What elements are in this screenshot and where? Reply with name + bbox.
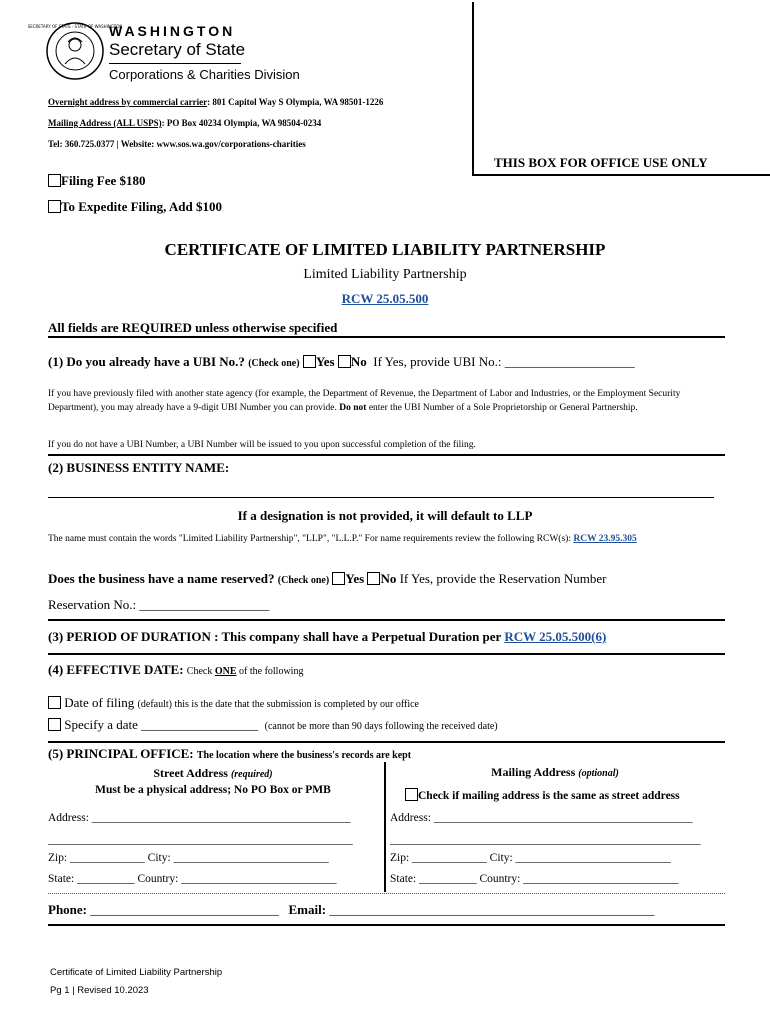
street-address-line2[interactable]: _____________________________________________________ [48, 834, 353, 846]
principal-office-heading-row [48, 746, 411, 762]
form-subtitle: Limited Liability Partnership [303, 267, 467, 282]
name-rule-text: The name must contain the words "Limited Liability Partnership", "LLP", "L.L.P." For name requirements review the following RCW(s): [48, 534, 574, 544]
date-of-filing-label: Date of filing [64, 695, 135, 710]
footer-page-info: Pg 1 | Revised 10.2023 [50, 985, 149, 996]
state-seal-logo [27, 22, 123, 80]
agency-office-name: Secretary of State [109, 40, 246, 59]
period-of-duration-row [48, 629, 606, 645]
divider [48, 653, 725, 655]
same-as-street-label: Check if mailing address is the same as street address [418, 790, 680, 802]
mailing-address-title: Mailing Address [491, 765, 576, 779]
mailing-zip-city-field[interactable]: Zip: _____________ City: ___________________________ [390, 852, 671, 864]
entity-name-input[interactable] [48, 484, 714, 498]
mailing-value: : PO Box 40234 Olympia, WA 98504-0234 [161, 118, 322, 128]
effective-date-heading: (4) EFFECTIVE DATE: [48, 662, 184, 677]
phone-label: Phone: [48, 902, 87, 917]
street-zip-city-field[interactable]: Zip: _____________ City: ___________________________ [48, 852, 329, 864]
ubi-yes-label: Yes [315, 354, 335, 369]
mailing-address-field[interactable]: Address: _____________________________________________ [390, 812, 693, 824]
same-as-street-checkbox[interactable] [405, 788, 418, 801]
date-of-filing-checkbox[interactable] [48, 696, 61, 709]
header-divider [109, 63, 241, 64]
dotted-divider [48, 893, 725, 894]
mailing-address-title-row [390, 765, 720, 780]
divider [48, 336, 725, 338]
reserved-provide-text: If Yes, provide the Reservation Number [399, 571, 607, 586]
divider [48, 924, 725, 926]
filing-fee-row [48, 173, 146, 189]
street-address-field[interactable]: Address: _____________________________________________ [48, 812, 351, 824]
same-as-street-row [405, 788, 680, 802]
expedite-fee-row [48, 199, 222, 215]
overnight-label: Overnight address by commercial carrier [48, 97, 208, 107]
effective-date-row [48, 662, 303, 678]
divider [48, 741, 725, 743]
ubi-question: (1) Do you already have a UBI No.? [48, 354, 245, 369]
street-address-title-row [48, 766, 378, 781]
ubi-number-field[interactable]: If Yes, provide UBI No.: ____________________ [373, 354, 635, 369]
ubi-note-text-a: If you have previously filed with another state agency (for example, the Department of Revenue, the Department of Labor and Industries, or the Employment Security Department), you may already have a 9-digit UBI Number you can provide. [48, 389, 681, 413]
street-address-required: (required) [230, 769, 273, 780]
contact-info: Tel: 360.725.0377 | Website: www.sos.wa.gov/corporations-charities [48, 139, 306, 149]
street-state-country-field[interactable]: State: __________ Country: ___________________________ [48, 873, 337, 885]
street-address-subtitle: Must be a physical address; No PO Box or PMB [95, 784, 331, 796]
title-rcw-link-text[interactable]: RCW 25.05.500 [341, 291, 429, 306]
specify-date-checkbox[interactable] [48, 718, 61, 731]
phone-field[interactable]: _____________________________ [90, 902, 279, 917]
reserved-no-checkbox[interactable] [367, 572, 380, 585]
overnight-address [48, 97, 383, 107]
mailing-address [48, 118, 321, 128]
seal-text: SECRETARY OF STATE · STATE OF WASHINGTON [27, 24, 123, 29]
ubi-issue-note: If you do not have a UBI Number, a UBI Number will be issued to you upon successful completion of the filing. [48, 440, 476, 450]
date-of-filing-option [48, 695, 419, 711]
ubi-no-label: No [350, 354, 367, 369]
mailing-address-optional: (optional) [578, 768, 619, 779]
title-rcw-link[interactable] [0, 291, 770, 307]
office-use-box [472, 2, 770, 176]
divider [48, 619, 725, 621]
ubi-note-text-b: enter the UBI Number of a Sole Proprietorship or General Partnership. [366, 403, 638, 413]
divider [48, 454, 725, 456]
mailing-state-country-field[interactable]: State: __________ Country: ___________________________ [390, 873, 679, 885]
agency-division-name: Corporations & Charities Division [109, 67, 300, 82]
filing-fee-checkbox[interactable] [48, 174, 61, 187]
expedite-checkbox[interactable] [48, 200, 61, 213]
effective-date-check: Check [186, 666, 215, 677]
name-reserved-check-one: (Check one) [277, 575, 330, 586]
required-note: All fields are REQUIRED unless otherwise specified [48, 320, 338, 335]
period-rcw-link[interactable]: RCW 25.05.500(6) [504, 629, 607, 644]
mailing-label: Mailing Address (ALL USPS) [48, 118, 162, 128]
reserved-no-label: No [380, 571, 397, 586]
ubi-yes-checkbox[interactable] [303, 355, 316, 368]
entity-name-heading: (2) BUSINESS ENTITY NAME: [48, 460, 230, 475]
phone-email-row [48, 902, 654, 918]
email-field[interactable]: __________________________________________________ [329, 902, 655, 917]
mailing-address-line2[interactable]: ______________________________________________________ [390, 834, 701, 846]
specify-date-note: (cannot be more than 90 days following the received date) [264, 721, 498, 732]
specify-date-field[interactable]: Specify a date __________________ [64, 717, 259, 732]
email-label: Email: [288, 902, 327, 917]
name-reserved-question: Does the business have a name reserved? [48, 571, 275, 586]
date-of-filing-note: (default) this is the date that the submission is completed by our office [137, 699, 419, 710]
overnight-value: : 801 Capitol Way S Olympia, WA 98501-1226 [207, 97, 384, 107]
reservation-number-field[interactable]: Reservation No.: ____________________ [48, 597, 270, 612]
effective-date-one: ONE [214, 666, 237, 677]
name-rule-rcw-link[interactable]: RCW 23.95.305 [573, 534, 637, 544]
principal-office-note: The location where the business's records are kept [196, 750, 412, 761]
ubi-no-checkbox[interactable] [338, 355, 351, 368]
agency-state-name: WASHINGTON [109, 23, 236, 39]
ubi-note [48, 387, 718, 415]
name-reserved-row [48, 571, 606, 587]
principal-office-heading: (5) PRINCIPAL OFFICE: [48, 746, 194, 761]
name-rule-note [48, 533, 708, 545]
period-of-duration-text: (3) PERIOD OF DURATION : This company shall have a Perpetual Duration per [48, 629, 505, 644]
form-title: CERTIFICATE OF LIMITED LIABILITY PARTNERSHIP [164, 240, 606, 259]
ubi-note-bold: Do not [339, 403, 367, 413]
specify-date-option [48, 717, 498, 733]
reserved-yes-checkbox[interactable] [332, 572, 345, 585]
effective-date-following: of the following [236, 666, 304, 677]
expedite-label: To Expedite Filing, Add $100 [61, 199, 222, 214]
designation-default-note: If a designation is not provided, it will default to LLP [237, 508, 533, 523]
ubi-question-row [48, 354, 635, 370]
column-divider [384, 762, 386, 892]
footer-form-name: Certificate of Limited Liability Partnership [50, 967, 223, 978]
street-address-title: Street Address [153, 766, 228, 780]
reserved-yes-label: Yes [345, 571, 365, 586]
filing-fee-label: Filing Fee $180 [61, 173, 146, 188]
ubi-check-one: (Check one) [248, 358, 300, 369]
office-use-label: THIS BOX FOR OFFICE USE ONLY [494, 155, 708, 170]
